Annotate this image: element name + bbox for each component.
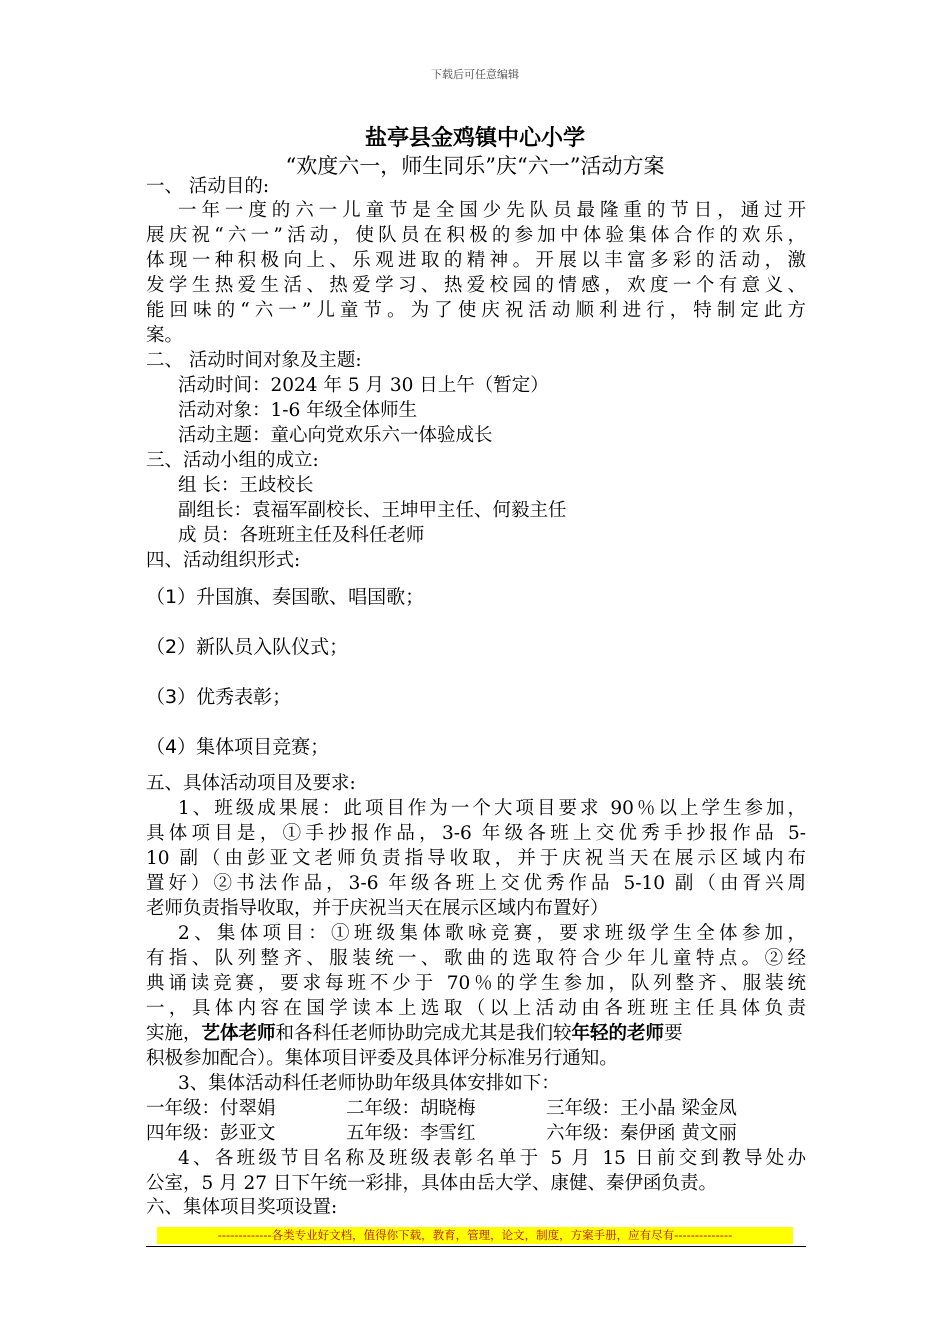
section-heading: 四、活动组织形式: xyxy=(146,550,301,571)
paragraph-line: 体现一种积极向上、乐观进取的精神。开展以丰富多彩的活动，激 xyxy=(146,250,806,271)
section-heading: 二、 活动时间对象及主题: xyxy=(146,350,362,371)
plan-title: “欢度六一，师生同乐”庆“六一”活动方案 xyxy=(285,154,665,178)
header-note: 下载后可任意编辑 xyxy=(431,68,519,81)
section-heading: 三、活动小组的成立: xyxy=(146,450,319,471)
section-heading: 五、具体活动项目及要求: xyxy=(146,773,356,794)
list-item: （1）升国旗、奏国歌、唱国歌； xyxy=(146,586,425,608)
paragraph-line: 2、集体项目：①班级集体歌咏竞赛，要求班级学生全体参加， xyxy=(178,923,806,944)
activity-target: 活动对象：1-6 年级全体师生 xyxy=(178,400,418,421)
grade-cell: 二年级：胡晓梅 xyxy=(346,1098,476,1119)
list-item: （2）新队员入队仪式； xyxy=(146,636,349,658)
paragraph-line: 案。 xyxy=(146,325,184,346)
paragraph-line: 发学生热爱生活、热爱学习、热爱校园的情感，欢度一个有意义、 xyxy=(146,275,806,296)
paragraph-line: 公室，5 月 27 日下午统一彩排，具体由岳大学、康健、秦伊函负责。 xyxy=(146,1173,717,1194)
paragraph-line: 有指、队列整齐、服装统一、歌曲的选取符合少年儿童特点。②经 xyxy=(146,948,806,969)
footer-divider xyxy=(146,1246,806,1247)
paragraph-line: 能回味的“六一”儿童节。为了使庆祝活动顺利进行，特制定此方 xyxy=(146,300,806,321)
footer-banner: -------------各类专业好文档，值得你下载，教育，管理，论文，制度，方案手册，应有尽有-------------- xyxy=(157,1227,793,1244)
text-run: 和各科任老师协助完成尤其是我们较 xyxy=(275,1023,572,1044)
paragraph-line: 4、各班级节目名称及班级表彰名单于 5 月 15 日前交到教导处办 xyxy=(178,1148,806,1169)
group-members: 成 员：各班班主任及科任老师 xyxy=(178,525,425,546)
list-item: （4）集体项目竞赛； xyxy=(146,736,330,758)
paragraph-line: 置好）②书法作品，3-6 年级各班上交优秀作品 5-10 副（由胥兴周 xyxy=(146,873,806,894)
list-item: （3）优秀表彰； xyxy=(146,686,292,708)
grade-cell: 一年级：付翠娟 xyxy=(146,1098,276,1119)
grade-cell: 五年级：李雪红 xyxy=(346,1123,476,1144)
text-run: 要 xyxy=(664,1023,683,1044)
bold-text: 艺体老师 xyxy=(201,1023,276,1044)
paragraph-line: 具体项目是，①手抄报作品，3-6 年级各班上交优秀手抄报作品 5- xyxy=(146,823,806,844)
paragraph-line: 展庆祝“六一”活动，使队员在积极的参加中体验集体合作的欢乐， xyxy=(146,225,806,246)
grade-cell: 六年级：秦伊函 黄文丽 xyxy=(546,1123,737,1144)
activity-theme: 活动主题：童心向党欢乐六一体验成长 xyxy=(178,425,493,446)
group-deputy: 副组长：袁福军副校长、王坤甲主任、何毅主任 xyxy=(178,500,567,521)
paragraph-line: 积极参加配合）。集体项目评委及具体评分标准另行通知。 xyxy=(146,1048,618,1069)
paragraph-line: 一，具体内容在国学读本上选取（以上活动由各班班主任具体负责 xyxy=(146,998,806,1019)
paragraph-line: 1、班级成果展：此项目作为一个大项目要求 90％以上学生参加， xyxy=(178,798,806,819)
paragraph-line: 一年一度的六一儿童节是全国少先队员最隆重的节日，通过开 xyxy=(178,200,806,221)
section-heading: 一、 活动目的: xyxy=(146,176,270,197)
grade-cell: 三年级：王小晶 梁金凤 xyxy=(546,1098,737,1119)
bold-text: 年轻的老师 xyxy=(571,1023,665,1044)
group-leader: 组 长：王歧校长 xyxy=(178,475,314,496)
paragraph-line: 老师负责指导收取，并于庆祝当天在展示区域内布置好） xyxy=(146,898,609,919)
paragraph-line: 10 副（由彭亚文老师负责指导收取，并于庆祝当天在展示区域内布 xyxy=(146,848,806,869)
grade-cell: 四年级：彭亚文 xyxy=(146,1123,276,1144)
text-run: 实施， xyxy=(146,1023,202,1044)
paragraph-line: 3、集体活动科任老师协助年级具体安排如下： xyxy=(178,1073,560,1094)
school-title: 盐亭县金鸡镇中心小学 xyxy=(364,126,585,151)
paragraph-line-mixed xyxy=(146,1022,683,1046)
paragraph-line: 典诵读竞赛，要求每班不少于 70％的学生参加，队列整齐、服装统 xyxy=(146,973,806,994)
section-heading: 六、集体项目奖项设置: xyxy=(146,1197,338,1218)
activity-time: 活动时间：2024 年 5 月 30 日上午（暂定） xyxy=(178,375,549,396)
